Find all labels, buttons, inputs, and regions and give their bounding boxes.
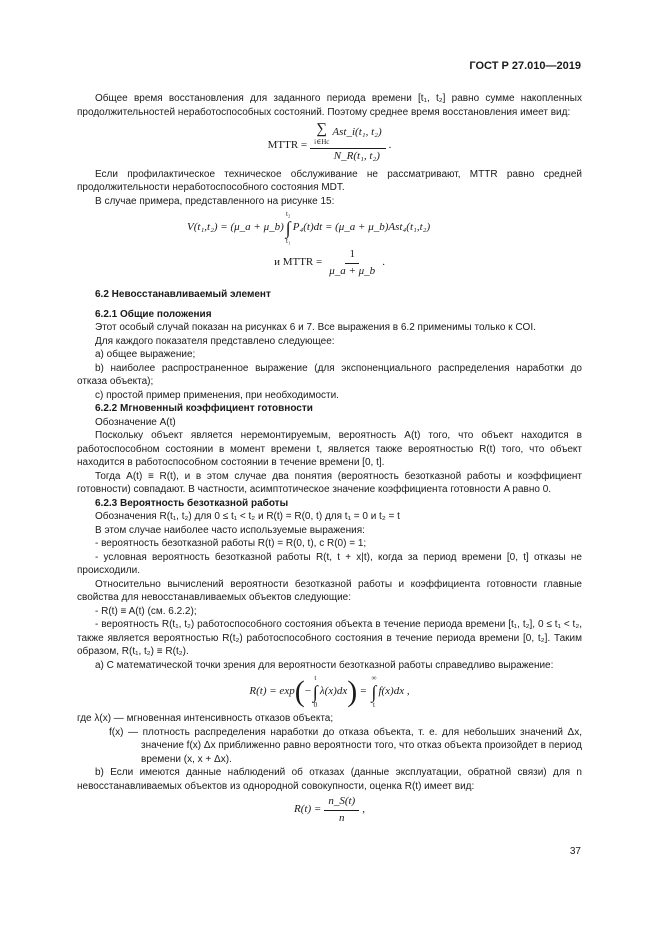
fraction bbox=[325, 248, 379, 278]
formula-lhs: R(t) = bbox=[294, 803, 322, 816]
section-heading: 6.2.3 Вероятность безотказной работы bbox=[95, 497, 289, 509]
section-heading: 6.2.2 Мгновенный коэффициент готовности bbox=[95, 403, 313, 414]
paragraph: В случае примера, представленного на рисунке 15: bbox=[95, 195, 335, 207]
integrand: P₄(t)dt = (μ_a + μ_b)Ast₄(t₁,t₂) bbox=[292, 221, 431, 234]
numerator: n_S(t) bbox=[324, 795, 359, 811]
integrand: f(x)dx , bbox=[378, 685, 410, 698]
paragraph: b) Если имеются данные наблюдений об отказах (данные эксплуатации, обратной связи) для n невосстанавливаемых объектов из однородной совокупности, оценка R(t) имеет вид: bbox=[77, 767, 582, 792]
paragraph: Этот особый случай показан на рисунках 6 и 7. Все выражения в 6.2 применимы только к COI. bbox=[95, 322, 536, 333]
paragraph: Обозначение A(t) bbox=[95, 416, 176, 428]
paragraph: Поскольку объект является неремонтируемым, вероятность A(t) того, что объект находится в работоспособном состоянии в момент времени t, является также вероятностью R(t) того, что объект находится в работоспособном состоянии в течение времени [0, t]. bbox=[77, 430, 582, 468]
formula-mttr-2: и MTTR = $\frac{1}{\mu\_a + \mu\_b}$ . bbox=[274, 248, 385, 277]
formula-lhs: V(t₁,t₂) = (μ_a + μ_b) bbox=[187, 221, 284, 234]
section-heading: 6.2 Невосстанавливаемый элемент bbox=[95, 289, 271, 300]
integral-symbol: t ∫ 0 bbox=[312, 674, 318, 709]
formula-lhs: и MTTR = bbox=[274, 256, 323, 269]
definition-item: f(x) — плотность распределения наработки до отказа объекта, т. е. для небольших значений Δx, значение f(x) Δx приближенно равно вероятности того, что отказ объекта произойдет в период времени (x, x + Δx). bbox=[109, 726, 582, 765]
list-item: а) общее выражение; bbox=[95, 349, 196, 360]
fraction bbox=[324, 795, 359, 825]
list-item: - вероятность R(t₁, t₂) работоспособного состояния объекта в течение периода времени [t₁, t₂], 0 ≤ t₁ < t₂, также является вероятностью R(t₂) работоспособного состояния в течение периода времени [0, t₂]. Таким образом, R(t₁, t₂) ≡ R(t₂). bbox=[77, 619, 582, 657]
integral-symbol: t₂ ∫ t₁ bbox=[285, 210, 291, 245]
list-item: b) наиболее распространенное выражение (для экспоненциального распределения наработки до отказа объекта); bbox=[77, 362, 582, 387]
formula-reliability-estimate: R(t) = $\frac{n\_S(t)}{n}$ , bbox=[294, 795, 365, 824]
fraction bbox=[310, 122, 386, 164]
integral-symbol: ∞ ∫ t bbox=[371, 674, 377, 709]
list-item: - R(t) ≡ A(t) (см. 6.2.2); bbox=[95, 605, 197, 617]
numerator: Ast_i(t₁, t₂) bbox=[332, 125, 382, 138]
sum-symbol: ∑ i∈Hc bbox=[314, 121, 330, 146]
numerator: 1 bbox=[345, 248, 359, 264]
paragraph: Тогда A(t) ≡ R(t), и в этом случае два понятия (вероятность безотказной работы и коэффициент готовности) совпадают. В частности, асимптотическое значение коэффициента готовности A равно 0. bbox=[77, 470, 582, 495]
paragraph: Если профилактическое техническое обслуживание не рассматривают, MTTR равно средней продолжительности неработоспособного состояния MDT. bbox=[77, 168, 582, 193]
formula-v bbox=[77, 210, 582, 246]
paragraph: Общее время восстановления для заданного периода времени [t₁, t₂] равно сумме накопленных продолжительностей неработоспособных состояний. Поэтому среднее время восстановления имеет вид: bbox=[77, 93, 582, 118]
paragraph: а) С математической точки зрения для вероятности безотказной работы справедливо выражение: bbox=[95, 659, 554, 671]
paragraph: В этом случае наиболее часто используемые выражения: bbox=[95, 524, 365, 536]
paragraph: Относительно вычислений вероятности безотказной работы и коэффициента готовности главные свойства для невосстанавливаемых объектов следующие: bbox=[77, 578, 582, 603]
formula-lhs: MTTR = bbox=[267, 139, 308, 151]
list-item: с) простой пример применения, при необходимости. bbox=[95, 389, 339, 401]
paragraph: где λ(x) — мгновенная интенсивность отказов объекта; bbox=[77, 713, 334, 724]
list-item: - условная вероятность безотказной работы R(t, t + x|t), когда за период времени [0, t] отказы не происходили. bbox=[77, 551, 582, 576]
denominator: N_R(t₁, t₂) bbox=[333, 150, 380, 162]
page-body bbox=[77, 92, 582, 825]
formula-lhs: R(t) = exp bbox=[249, 685, 295, 698]
standard-id: ГОСТ Р 27.010—2019 bbox=[469, 60, 581, 72]
paragraph: Обозначения R(t₁, t₂) для 0 ≤ t₁ < t₂ и R(t) = R(0, t) для t₁ = 0 и t₂ = t bbox=[95, 511, 400, 522]
paragraph: Для каждого показателя представлено следующее: bbox=[95, 335, 335, 347]
denominator: μ_a + μ_b bbox=[329, 264, 376, 277]
integrand: λ(x)dx bbox=[319, 685, 348, 698]
formula-mttr: MTTR = ∑ i∈Hc Ast_i(t₁, t₂) N_R(t₁, t₂) . bbox=[267, 121, 392, 162]
list-item: - вероятность безотказной работы R(t) = R(0, t), с R(0) = 1; bbox=[95, 538, 367, 549]
page-number: 37 bbox=[569, 846, 581, 857]
section-heading: 6.2.1 Общие положения bbox=[95, 308, 212, 320]
formula-reliability: R(t) = exp ( − t ∫ 0 λ(x)dx ) = ∞ ∫ t f(x)dx , bbox=[249, 674, 410, 709]
denominator: n bbox=[339, 811, 345, 824]
